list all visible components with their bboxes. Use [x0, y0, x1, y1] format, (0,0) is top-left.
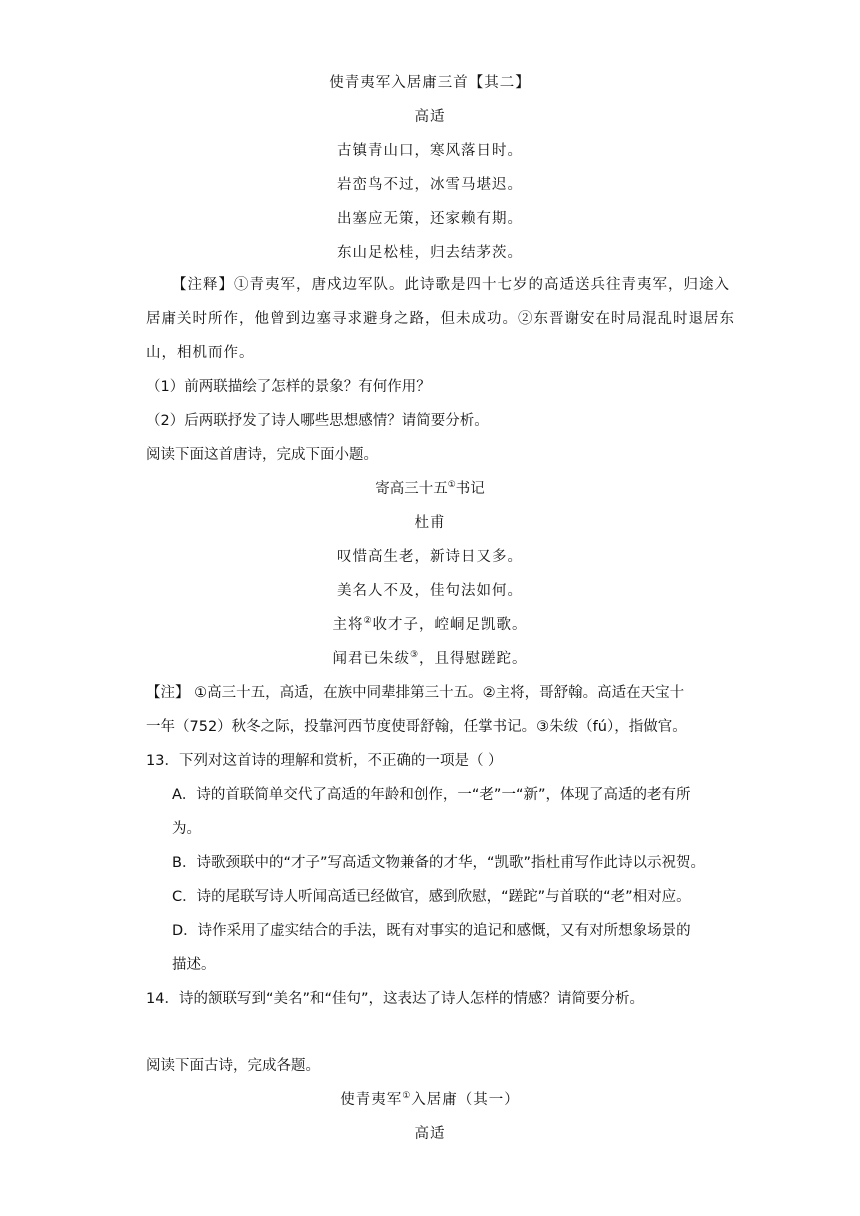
poem1-author: 高适	[414, 109, 446, 125]
poem1-line: 岩峦鸟不过，冰雪马堪迟。	[337, 177, 523, 193]
footnote-mark: ③	[409, 650, 420, 660]
poem2-line: 闻君已朱绂③，且得慰蹉跎。	[332, 650, 528, 667]
poem2-title: 寄高三十五①书记	[375, 480, 485, 497]
poem1-line: 古镇青山口，寒风落日时。	[337, 143, 523, 159]
poem1-note: 【注释】①青夷军，唐戍边军队。此诗歌是四十七岁的高适送兵往青夷军，归途入	[172, 277, 730, 293]
poem2-note: 【注】 ①高三十五，高适，在族中同辈排第三十五。②主将，哥舒翰。高适在天宝十	[146, 685, 685, 701]
poem2-line: 叹惜高生老，新诗日又多。	[337, 549, 523, 565]
question-1: （1）前两联描绘了怎样的景象？有何作用？	[146, 379, 431, 395]
option-a: A．诗的首联简单交代了高适的年龄和创作，一“老”一“新”，体现了高适的老有所	[172, 787, 691, 803]
poem3-author: 高适	[414, 1126, 446, 1142]
poem2-author: 杜甫	[414, 515, 446, 531]
option-d: D．诗作采用了虚实结合的手法，既有对事实的追记和感慨，又有对所想象场景的	[172, 923, 691, 939]
poem2-line: 主将②收才子，崆峒足凯歌。	[332, 616, 528, 633]
footnote-mark: ②	[363, 616, 373, 626]
question-14: 14．诗的颔联写到“美名”和“佳句”，这表达了诗人怎样的情感？请简要分析。	[146, 991, 644, 1007]
poem1-line: 出塞应无策，还家赖有期。	[337, 211, 523, 227]
poem1-title: 使青夷军入居庸三首【其二】	[329, 75, 531, 91]
poem1-note: 山，相机而作。	[146, 345, 255, 361]
poem2-note: 一年（752）秋冬之际，投靠河西节度使哥舒翰，任掌书记。③朱绂（fú），指做官。	[146, 719, 687, 735]
poem1-line: 东山足松桂，归去结茅茨。	[337, 245, 523, 261]
option-d-cont: 描述。	[172, 957, 216, 973]
question-2: （2）后两联抒发了诗人哪些思想感情？请简要分析。	[146, 413, 489, 429]
question-13-stem: 13．下列对这首诗的理解和赏析，不正确的一项是（ ）	[146, 753, 503, 769]
reading-intro-2: 阅读下面古诗，完成各题。	[146, 1058, 320, 1074]
reading-intro: 阅读下面这首唐诗，完成下面小题。	[146, 447, 378, 463]
poem2-line: 美名人不及，佳句法如何。	[337, 583, 523, 599]
option-c: C．诗的尾联写诗人听闻高适已经做官，感到欣慰，“蹉跎”与首联的“老”相对应。	[172, 889, 691, 905]
footnote-mark: ①	[402, 1091, 412, 1101]
footnote-mark: ①	[447, 480, 456, 490]
option-a-cont: 为。	[172, 821, 201, 837]
poem3-title: 使青夷军①入居庸（其一）	[340, 1091, 520, 1108]
option-b: B．诗歌颈联中的“才子”写高适文物兼备的才华，“凯歌”指杜甫写作此诗以示祝贺。	[172, 855, 705, 871]
poem1-note: 居庸关时所作，他曾到边塞寻求避身之路，但未成功。②东晋谢安在时局混乱时退居东	[146, 311, 735, 327]
